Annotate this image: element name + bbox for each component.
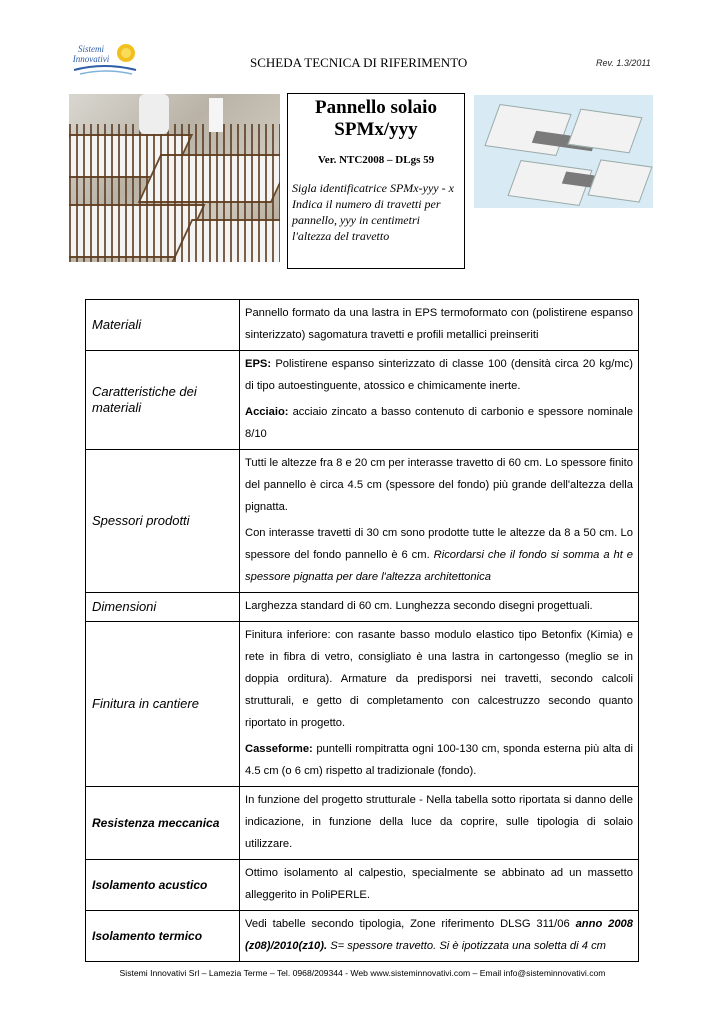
- label-acustico: Isolamento acustico: [86, 860, 240, 911]
- spessori-paragraph-2: [245, 522, 633, 588]
- product-name-line2: SPMx/yyy: [334, 119, 418, 140]
- casseforme-text: puntelli rompitratta ogni 100-130 cm, sponda esterna più alta di 4.5 cm (o 6 cm) rispetto al tradizionale (fondo).: [245, 743, 633, 777]
- row-dimensioni: [86, 593, 639, 622]
- casseforme-paragraph: [245, 738, 633, 782]
- label-resistenza: Resistenza meccanica: [86, 787, 240, 860]
- casseforme-heading: Casseforme:: [245, 743, 313, 755]
- label-caratteristiche: Caratteristiche dei materiali: [86, 351, 240, 450]
- product-description: Sigla identificatrice SPMx-yyy - x Indica il numero di travetti per pannello, yyy in centimetri l'altezza del travetto: [292, 181, 454, 243]
- row-materiali: [86, 300, 639, 351]
- acciaio-text: acciaio zincato a basso contenuto di carbonio e spessore nominale 8/10: [245, 406, 633, 440]
- label-finitura: Finitura in cantiere: [86, 622, 240, 787]
- panel-render-image: [474, 95, 653, 208]
- value-finitura: [240, 622, 639, 787]
- label-spessori: Spessori prodotti: [86, 450, 240, 593]
- row-resistenza: [86, 787, 639, 860]
- product-title-box: [287, 93, 465, 269]
- row-finitura: [86, 622, 639, 787]
- spessori-text-1: Tutti le altezze fra 8 e 20 cm per interasse travetto di 60 cm. Lo spessore finito del pannello è circa 4.5 cm (spessore del fondo) più grande dell'altezza della pignatta.: [245, 457, 633, 513]
- company-logo: [66, 40, 142, 78]
- spec-table: [85, 299, 639, 962]
- acciaio-heading: Acciaio:: [245, 406, 289, 418]
- product-version: Ver. NTC2008 – DLgs 59: [317, 154, 435, 166]
- termico-text: Vedi tabelle secondo tipologia, Zone riferimento DLSG 311/06: [245, 918, 576, 930]
- resistenza-text: In funzione del progetto strutturale - Nella tabella sotto riportata si danno delle indicazione, in funzione della luce da coprire, sulle tipologia di solaio utilizzare.: [245, 794, 633, 850]
- value-termico: [240, 911, 639, 962]
- value-resistenza: [240, 787, 639, 860]
- eps-heading: EPS:: [245, 358, 272, 370]
- spessori-text-2: Con interasse travetti di 30 cm sono prodotte tutte le altezze da 8 a 50 cm. Lo spessore del fondo pannello è 6 cm.: [245, 527, 633, 561]
- value-acustico: [240, 860, 639, 911]
- value-caratteristiche: [240, 351, 639, 450]
- value-materiali: [240, 300, 639, 351]
- revision-label: Rev. 1.3/2011: [596, 58, 651, 68]
- termico-paragraph: [245, 913, 633, 957]
- eps-text: Polistirene espanso sinterizzato di classe 100 (densità circa 20 kg/mc) di tipo autoestinguente, atossico e chimicamente inerte.: [245, 358, 633, 392]
- label-dimensioni: Dimensioni: [86, 593, 240, 622]
- row-spessori: [86, 450, 639, 593]
- termico-note: S= spessore travetto. Si è ipotizzata una soletta di 4 cm: [327, 940, 606, 952]
- product-name-line1: Pannello solaio: [315, 97, 437, 118]
- page-footer: Sistemi Innovativi Srl – Lamezia Terme – Tel. 0968/209344 - Web www.sisteminnovativi.com – Email info@sisteminnovativi.com: [119, 968, 606, 978]
- label-materiali: Materiali: [86, 300, 240, 351]
- acustico-text: Ottimo isolamento al calpestio, specialmente se abbinato ad un massetto alleggerito in PoliPERLE.: [245, 867, 633, 901]
- product-name: [288, 97, 464, 141]
- construction-site-photo: [69, 94, 280, 262]
- row-caratteristiche: [86, 351, 639, 450]
- document-header-title: SCHEDA TECNICA DI RIFERIMENTO: [250, 55, 468, 70]
- termico-years: anno 2008 (z08)/2010(z10).: [245, 918, 633, 952]
- value-dimensioni: [240, 593, 639, 622]
- acciaio-paragraph: [245, 401, 633, 445]
- row-termico: [86, 911, 639, 962]
- row-acustico: [86, 860, 639, 911]
- eps-paragraph: [245, 353, 633, 397]
- dimensioni-text: Larghezza standard di 60 cm. Lunghezza secondo disegni progettuali.: [245, 600, 593, 612]
- materiali-text: Pannello formato da una lastra in EPS termoformato con (polistirene espanso sinterizzato) sagomatura travetti e profili metallici preinseriti: [245, 307, 633, 341]
- label-termico: Isolamento termico: [86, 911, 240, 962]
- logo-text: Sistemi Innovativi: [72, 44, 110, 64]
- spessori-note: Ricordarsi che il fondo si somma a ht e spessore pignatta per dare l'altezza architettonica: [245, 549, 633, 583]
- value-spessori: [240, 450, 639, 593]
- finitura-text: Finitura inferiore: con rasante basso modulo elastico tipo Betonfix (Kimia) e rete in fibra di vetro, consigliato è una lastra in cartongesso (meglio se in doppia orditura). Armature da predisporsi nei travetti, secondo calcoli strutturali, e getto di completamento con calcestruzzo secondo quanto riportato in progetto.: [245, 629, 633, 729]
